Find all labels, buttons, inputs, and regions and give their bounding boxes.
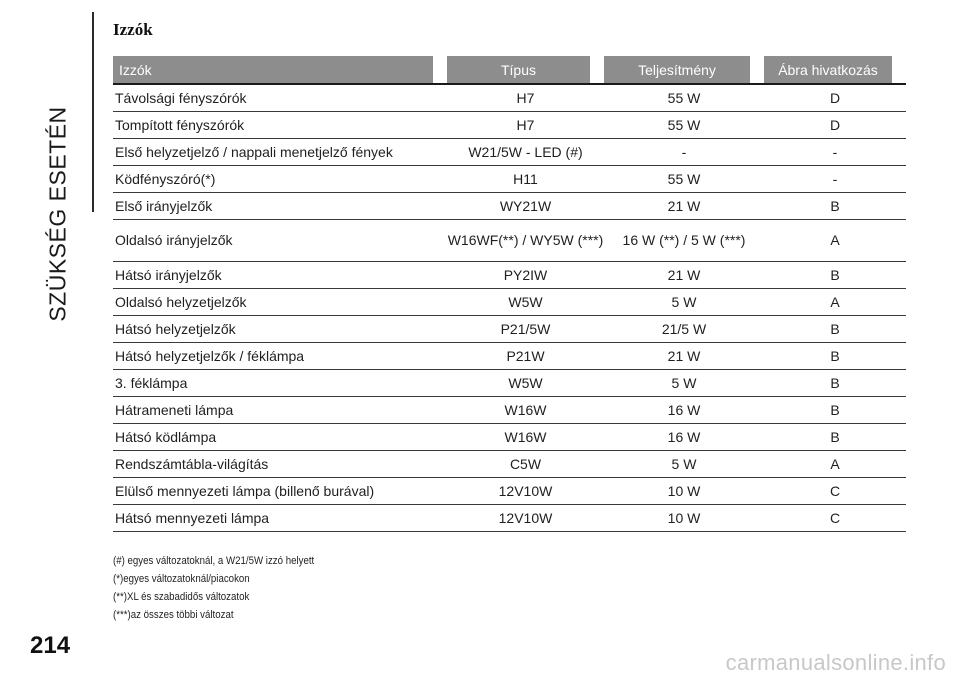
cell-figure-ref: B — [830, 401, 840, 418]
cell-bulb: 3. féklámpa — [115, 374, 188, 391]
header-tipus: Típus — [447, 56, 590, 83]
table-row — [113, 220, 906, 262]
cell-power: 55 W — [667, 116, 701, 133]
table-row — [113, 343, 906, 370]
cell-type: W16W — [504, 428, 547, 445]
bulb-table — [113, 56, 906, 532]
table-row — [113, 424, 906, 451]
cell-power: 16 W (**) / 5 W (***) — [622, 232, 746, 248]
table-row — [113, 397, 906, 424]
cell-power: 5 W — [671, 293, 697, 310]
footnote: (**)XL és szabadidős változatok — [113, 591, 250, 603]
table-row — [113, 370, 906, 397]
side-rule — [92, 12, 94, 212]
footnote: (*)egyes változatoknál/piacokon — [113, 573, 250, 585]
cell-bulb: Oldalsó helyzetjelzők — [115, 293, 247, 310]
cell-bulb: Hátsó irányjelzők — [115, 266, 222, 283]
cell-figure-ref: - — [832, 143, 838, 160]
footnote: (#) egyes változatoknál, a W21/5W izzó helyett — [113, 555, 315, 567]
cell-figure-ref: B — [830, 428, 840, 445]
section-title: Izzók — [113, 20, 153, 39]
cell-power: - — [681, 143, 687, 160]
cell-bulb: Távolsági fényszórók — [115, 89, 247, 106]
cell-figure-ref: C — [829, 482, 841, 499]
cell-bulb: Hátrameneti lámpa — [115, 401, 234, 418]
cell-type: W21/5W - LED (#) — [468, 143, 583, 160]
table-row — [113, 112, 906, 139]
table-row — [113, 262, 906, 289]
cell-power: 16 W — [667, 401, 701, 418]
cell-bulb: Első helyzetjelző / nappali menetjelző fények — [115, 143, 393, 160]
cell-type: H11 — [513, 170, 538, 187]
cell-bulb: Első irányjelzők — [115, 197, 213, 214]
side-title-text: SZÜKSÉG ESETÉN — [44, 106, 71, 322]
cell-figure-ref: A — [830, 455, 840, 472]
footnote: (***)az összes többi változat — [113, 609, 234, 621]
cell-bulb: Hátsó mennyezeti lámpa — [115, 509, 270, 526]
table-row — [113, 289, 906, 316]
cell-figure-ref: B — [830, 197, 840, 214]
table-row — [113, 478, 906, 505]
cell-power: 16 W — [667, 428, 701, 445]
cell-figure-ref: B — [830, 320, 840, 337]
cell-figure-ref: B — [830, 266, 840, 283]
cell-figure-ref: B — [830, 374, 840, 391]
table-header-row — [113, 56, 906, 85]
cell-bulb: Tompított fényszórók — [115, 116, 245, 133]
cell-figure-ref: - — [832, 170, 838, 187]
cell-bulb: Oldalsó irányjelzők — [115, 232, 233, 248]
cell-type: 12V10W — [498, 482, 553, 499]
cell-bulb: Hátsó helyzetjelzők / féklámpa — [115, 347, 305, 364]
cell-type: 12V10W — [498, 509, 553, 526]
cell-power: 55 W — [667, 89, 701, 106]
table-row — [113, 316, 906, 343]
table-row — [113, 85, 906, 112]
table-row — [113, 166, 906, 193]
footnotes — [113, 552, 342, 624]
cell-bulb: Rendszámtábla-világítás — [115, 455, 269, 472]
cell-type: WY21W — [499, 197, 552, 214]
cell-power: 21/5 W — [661, 320, 707, 337]
header-teljesitmeny: Teljesítmény — [604, 56, 750, 83]
cell-type: P21W — [506, 347, 545, 364]
cell-type: PY2IW — [503, 266, 548, 283]
cell-power: 10 W — [667, 482, 701, 499]
cell-type: H7 — [516, 89, 535, 106]
table-row — [113, 139, 906, 166]
cell-bulb: Hátsó ködlámpa — [115, 428, 217, 445]
watermark: carmanualsonline.info — [725, 650, 946, 675]
table-row — [113, 505, 906, 532]
cell-power: 55 W — [667, 170, 701, 187]
cell-bulb: Elülső mennyezeti lámpa (billenő burával) — [115, 482, 375, 499]
cell-figure-ref: B — [830, 347, 840, 364]
cell-figure-ref: C — [829, 509, 841, 526]
header-abra-hivatkozas: Ábra hivatkozás — [764, 56, 892, 83]
table-row — [113, 193, 906, 220]
cell-power: 21 W — [667, 347, 701, 364]
cell-bulb: Hátsó helyzetjelzők — [115, 320, 236, 337]
table-body — [113, 85, 906, 532]
cell-type: W16W — [504, 401, 547, 418]
cell-power: 21 W — [667, 266, 701, 283]
cell-figure-ref: D — [829, 116, 841, 133]
cell-type: H7 — [516, 116, 535, 133]
cell-power: 10 W — [667, 509, 701, 526]
cell-power: 5 W — [671, 374, 697, 391]
cell-type: C5W — [509, 455, 542, 472]
cell-type: P21/5W — [500, 320, 551, 337]
cell-bulb: Ködfényszóró(*) — [115, 170, 216, 187]
cell-power: 5 W — [671, 455, 697, 472]
header-izzok: Izzók — [113, 56, 433, 83]
page-number: 214 — [30, 632, 71, 659]
cell-type: W16WF(**) / WY5W (***) — [447, 232, 604, 248]
table-row — [113, 451, 906, 478]
cell-type: W5W — [508, 374, 543, 391]
cell-figure-ref: A — [830, 232, 840, 248]
cell-type: W5W — [508, 293, 543, 310]
cell-power: 21 W — [667, 197, 701, 214]
cell-figure-ref: A — [830, 293, 840, 310]
cell-figure-ref: D — [829, 89, 841, 106]
